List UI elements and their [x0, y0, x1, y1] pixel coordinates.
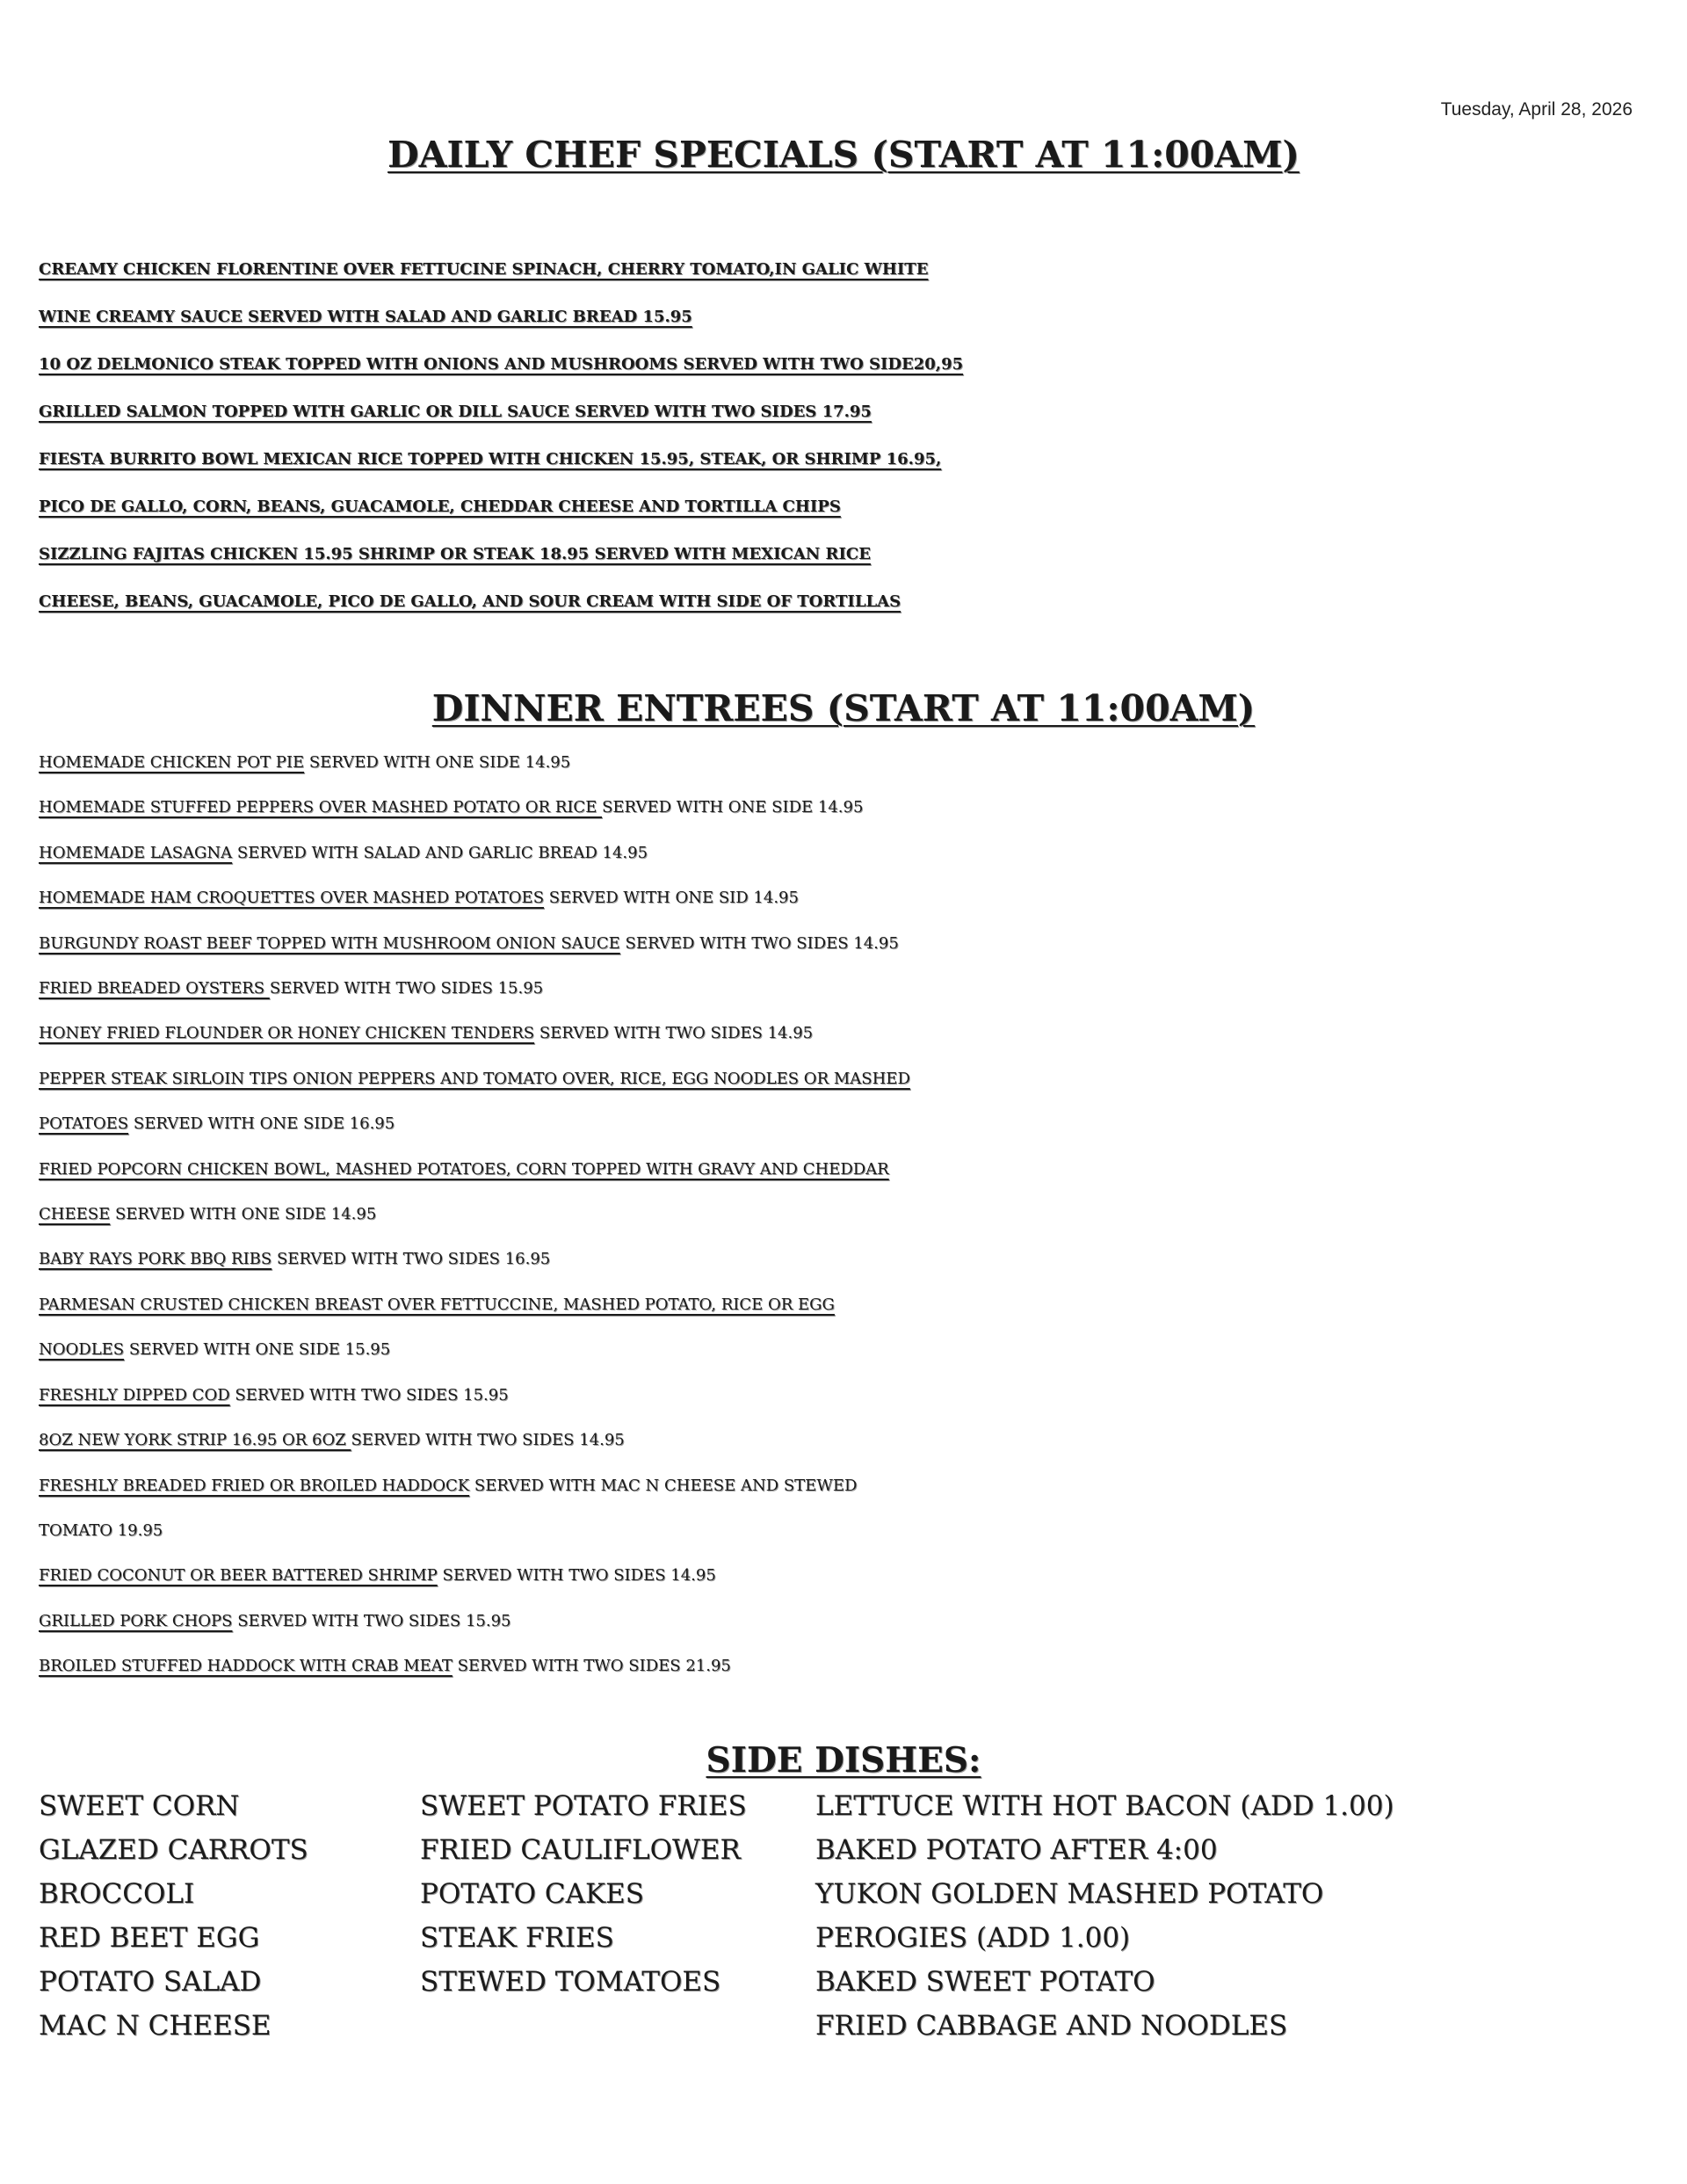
entree-detail: SERVED WITH TWO SIDES 16.95 — [272, 1250, 551, 1269]
entree-line — [39, 875, 1655, 920]
side-item: FRIED CAULIFLOWER — [420, 1834, 741, 1866]
entree-dish: FRESHLY DIPPED COD — [39, 1385, 230, 1404]
entree-dish: PEPPER STEAK SIRLOIN TIPS ONION PEPPERS AND TOMATO OVER, RICE, EGG NOODLES OR MASHED — [39, 1069, 910, 1088]
entree-dish: FRESHLY BREADED FRIED OR BROILED HADDOCK — [39, 1476, 470, 1495]
side-item: BAKED POTATO AFTER 4:00 — [815, 1834, 1218, 1866]
entree-line — [39, 1192, 1655, 1237]
specials-line-text: GRILLED SALMON TOPPED WITH GARLIC OR DILL SAUCE SERVED WITH TWO SIDES 17.95 — [39, 403, 872, 421]
entree-dish: BROILED STUFFED HADDOCK WITH CRAB MEAT — [39, 1657, 453, 1676]
specials-heading-text: DAILY CHEF SPECIALS (START AT 11:00AM) — [387, 134, 1300, 176]
entree-detail: SERVED WITH TWO SIDES 15.95 — [229, 1385, 509, 1404]
side-item: STEAK FRIES — [420, 1922, 614, 1954]
entree-dish: HOMEMADE HAM CROQUETTES OVER MASHED POTATOES — [39, 889, 545, 908]
entree-line — [39, 1147, 1655, 1192]
sides-column-1 — [39, 1784, 308, 2048]
specials-line-text: SIZZLING FAJITAS CHICKEN 15.95 SHRIMP OR STEAK 18.95 SERVED WITH MEXICAN RICE — [39, 545, 871, 563]
entree-line — [39, 1282, 1655, 1327]
menu-date: Tuesday, April 28, 2026 — [1440, 99, 1633, 120]
entree-dish: FRIED COCONUT OR BEER BATTERED SHRIMP — [39, 1566, 438, 1585]
entree-detail: SERVED WITH TWO SIDES 15.95 — [269, 979, 544, 998]
dinner-heading-text: DINNER ENTREES (START AT 11:00AM) — [431, 687, 1256, 729]
side-item: FRIED CABBAGE AND NOODLES — [815, 2010, 1288, 2042]
side-item: POTATO SALAD — [39, 1966, 262, 1998]
entree-detail: SERVED WITH ONE SIDE 14.95 — [304, 753, 571, 772]
entree-dish: POTATOES — [39, 1114, 129, 1134]
specials-line — [39, 531, 1655, 578]
entree-detail: SERVED WITH TWO SIDES 14.95 — [437, 1566, 716, 1585]
specials-line — [39, 483, 1655, 531]
entree-line — [39, 1599, 1655, 1643]
sides-column-2 — [420, 1784, 747, 2004]
side-item: PEROGIES (ADD 1.00) — [815, 1922, 1131, 1954]
entree-detail: SERVED WITH TWO SIDES 14.95 — [351, 1431, 625, 1450]
specials-line-text: CREAMY CHICKEN FLORENTINE OVER FETTUCINE SPINACH, CHERRY TOMATO,IN GALIC WHITE — [39, 260, 929, 279]
entrees-list — [39, 740, 1655, 1689]
specials-line-text: 10 OZ DELMONICO STEAK TOPPED WITH ONIONS AND MUSHROOMS SERVED WITH TWO SIDE20,95 — [39, 355, 964, 374]
specials-line-text: CHEESE, BEANS, GUACAMOLE, PICO DE GALLO, AND SOUR CREAM WITH SIDE OF TORTILLAS — [39, 592, 901, 611]
side-item: YUKON GOLDEN MASHED POTATO — [815, 1878, 1324, 1910]
side-item: SWEET POTATO FRIES — [420, 1790, 747, 1822]
entree-line — [39, 740, 1655, 785]
entree-dish: FRIED POPCORN CHICKEN BOWL, MASHED POTATOES, CORN TOPPED WITH GRAVY AND CHEDDAR — [39, 1159, 889, 1179]
entree-dish: BABY RAYS PORK BBQ RIBS — [39, 1250, 272, 1269]
entree-dish: BURGUNDY ROAST BEEF TOPPED WITH MUSHROOM ONION SAUCE — [39, 933, 620, 953]
specials-line — [39, 246, 1655, 294]
entree-line — [39, 1237, 1655, 1281]
entree-dish: HOMEMADE CHICKEN POT PIE — [39, 753, 305, 772]
sides-heading — [0, 1740, 1687, 1781]
specials-line-text: WINE CREAMY SAUCE SERVED WITH SALAD AND GARLIC BREAD 15.95 — [39, 308, 692, 326]
entree-dish: PARMESAN CRUSTED CHICKEN BREAST OVER FETTUCCINE, MASHED POTATO, RICE OR EGG — [39, 1295, 835, 1314]
entree-dish: HOMEMADE STUFFED PEPPERS OVER MASHED POTATO OR RICE — [39, 798, 603, 817]
entree-detail: SERVED WITH ONE SIDE 16.95 — [128, 1114, 395, 1134]
entree-detail: SERVED WITH TWO SIDES 14.95 — [619, 933, 899, 953]
entree-dish: CHEESE — [39, 1205, 111, 1224]
specials-line — [39, 436, 1655, 483]
specials-line-text: FIESTA BURRITO BOWL MEXICAN RICE TOPPED WITH CHICKEN 15.95, STEAK, OR SHRIMP 16.95, — [39, 450, 942, 468]
specials-line — [39, 294, 1655, 341]
entree-line — [39, 1508, 1655, 1553]
entree-line — [39, 1418, 1655, 1462]
entree-dish: FRIED BREADED OYSTERS — [39, 979, 270, 998]
entree-line — [39, 1643, 1655, 1688]
entree-dish: GRILLED PORK CHOPS — [39, 1611, 233, 1630]
entree-line — [39, 966, 1655, 1011]
entree-detail: SERVED WITH ONE SID 14.95 — [544, 889, 799, 908]
specials-line — [39, 578, 1655, 626]
entree-line — [39, 1553, 1655, 1598]
side-item: BROCCOLI — [39, 1878, 195, 1910]
entree-detail: SERVED WITH ONE SIDE 15.95 — [124, 1340, 391, 1360]
entree-line — [39, 785, 1655, 830]
entree-dish: 8OZ NEW YORK STRIP 16.95 OR 6OZ — [39, 1431, 351, 1450]
entree-detail: SERVED WITH TWO SIDES 14.95 — [534, 1024, 814, 1043]
entree-detail: SERVED WITH MAC N CHEESE AND STEWED — [469, 1476, 858, 1495]
entree-line — [39, 1101, 1655, 1146]
specials-list — [39, 246, 1655, 626]
specials-heading — [0, 134, 1687, 176]
side-item: BAKED SWEET POTATO — [815, 1966, 1155, 1998]
entree-line — [39, 1327, 1655, 1372]
entree-line — [39, 1011, 1655, 1056]
entree-detail: SERVED WITH TWO SIDES 15.95 — [232, 1611, 511, 1630]
entree-detail: SERVED WITH TWO SIDES 21.95 — [452, 1657, 731, 1676]
specials-line — [39, 341, 1655, 388]
entree-detail: SERVED WITH SALAD AND GARLIC BREAD 14.95 — [232, 843, 648, 862]
side-item: POTATO CAKES — [420, 1878, 645, 1910]
specials-line-text: PICO DE GALLO, CORN, BEANS, GUACAMOLE, CHEDDAR CHEESE AND TORTILLA CHIPS — [39, 497, 841, 516]
entree-dish: NOODLES — [39, 1340, 125, 1360]
sides-column-3 — [815, 1784, 1394, 2048]
entree-dish: HOMEMADE LASAGNA — [39, 843, 233, 862]
entree-line — [39, 831, 1655, 875]
entree-detail: TOMATO 19.95 — [39, 1520, 163, 1540]
sides-heading-text: SIDE DISHES: — [706, 1740, 981, 1781]
side-item: RED BEET EGG — [39, 1922, 260, 1954]
entree-line — [39, 1373, 1655, 1418]
specials-line — [39, 388, 1655, 436]
entree-line — [39, 921, 1655, 966]
entree-line — [39, 1056, 1655, 1101]
dinner-heading — [0, 687, 1687, 729]
entree-dish: HONEY FRIED FLOUNDER OR HONEY CHICKEN TENDERS — [39, 1024, 535, 1043]
entree-detail: SERVED WITH ONE SIDE 14.95 — [602, 798, 864, 817]
side-item: STEWED TOMATOES — [420, 1966, 721, 1998]
side-item: GLAZED CARROTS — [39, 1834, 308, 1866]
entree-detail: SERVED WITH ONE SIDE 14.95 — [110, 1205, 377, 1224]
side-item: LETTUCE WITH HOT BACON (ADD 1.00) — [815, 1790, 1394, 1822]
entree-line — [39, 1463, 1655, 1508]
side-item: SWEET CORN — [39, 1790, 240, 1822]
side-item: MAC N CHEESE — [39, 2010, 272, 2042]
